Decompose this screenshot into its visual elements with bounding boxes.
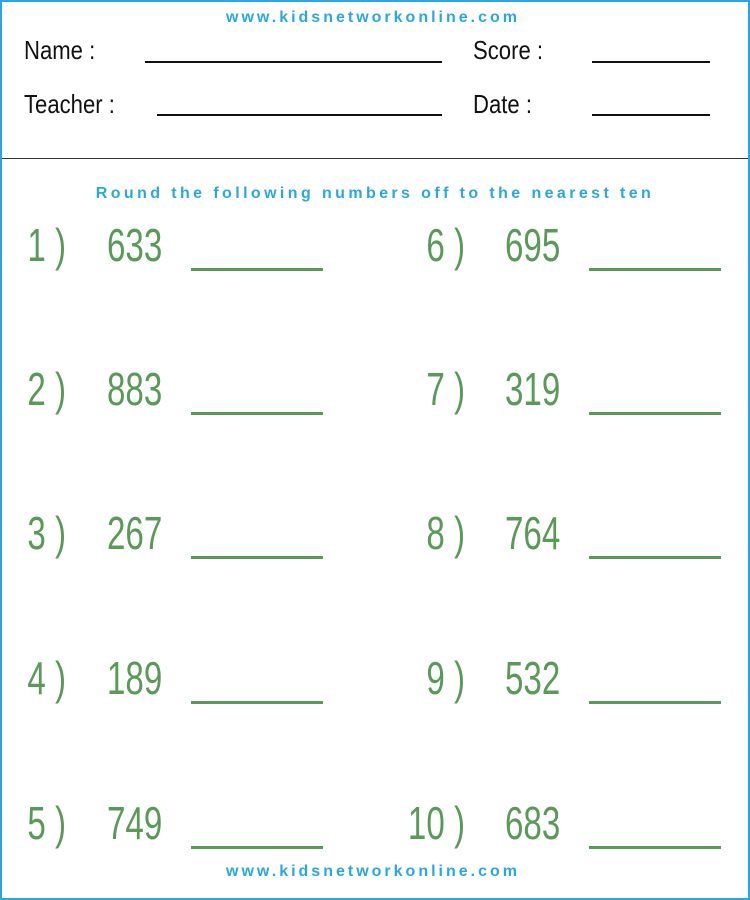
answer-line[interactable]: [589, 846, 721, 849]
problem-value: 883: [107, 363, 163, 415]
problem-number: 8 ): [426, 507, 465, 559]
name-line: [145, 61, 442, 63]
answer-line[interactable]: [191, 701, 323, 704]
problem-value: 683: [505, 797, 561, 849]
problem-number: 4 ): [27, 652, 66, 704]
answer-line[interactable]: [191, 556, 323, 559]
header-divider: [2, 158, 748, 159]
problem-value: 764: [505, 507, 561, 559]
problem-number: 6 ): [426, 219, 465, 271]
problem-value: 695: [505, 219, 561, 271]
answer-line[interactable]: [191, 412, 323, 415]
problem-number: 3 ): [27, 507, 66, 559]
answer-line[interactable]: [589, 412, 721, 415]
problem-number: 1 ): [27, 219, 66, 271]
problem-value: 267: [107, 507, 163, 559]
problem-number: 10 ): [407, 797, 465, 849]
problem-value: 189: [107, 652, 163, 704]
score-label: Score :: [473, 35, 544, 65]
problem-number: 2 ): [27, 363, 66, 415]
answer-line[interactable]: [589, 556, 721, 559]
teacher-line: [157, 114, 442, 116]
name-label: Name :: [24, 35, 96, 65]
answer-line[interactable]: [191, 268, 323, 271]
instructions: Round the following numbers off to the nearest ten: [95, 185, 655, 202]
site-url-bottom: www.kidsnetworkonline.com: [226, 863, 520, 880]
answer-line[interactable]: [589, 701, 721, 704]
problem-number: 7 ): [426, 363, 465, 415]
date-line: [592, 114, 710, 116]
site-url-top: www.kidsnetworkonline.com: [226, 9, 520, 26]
teacher-label: Teacher :: [24, 89, 115, 119]
problem-value: 633: [107, 219, 163, 271]
answer-line[interactable]: [191, 846, 323, 849]
problem-value: 532: [505, 652, 561, 704]
problem-value: 749: [107, 797, 163, 849]
problem-value: 319: [505, 363, 561, 415]
problem-number: 5 ): [27, 797, 66, 849]
answer-line[interactable]: [589, 268, 721, 271]
problem-number: 9 ): [426, 652, 465, 704]
date-label: Date :: [473, 89, 532, 119]
score-line: [592, 61, 710, 63]
